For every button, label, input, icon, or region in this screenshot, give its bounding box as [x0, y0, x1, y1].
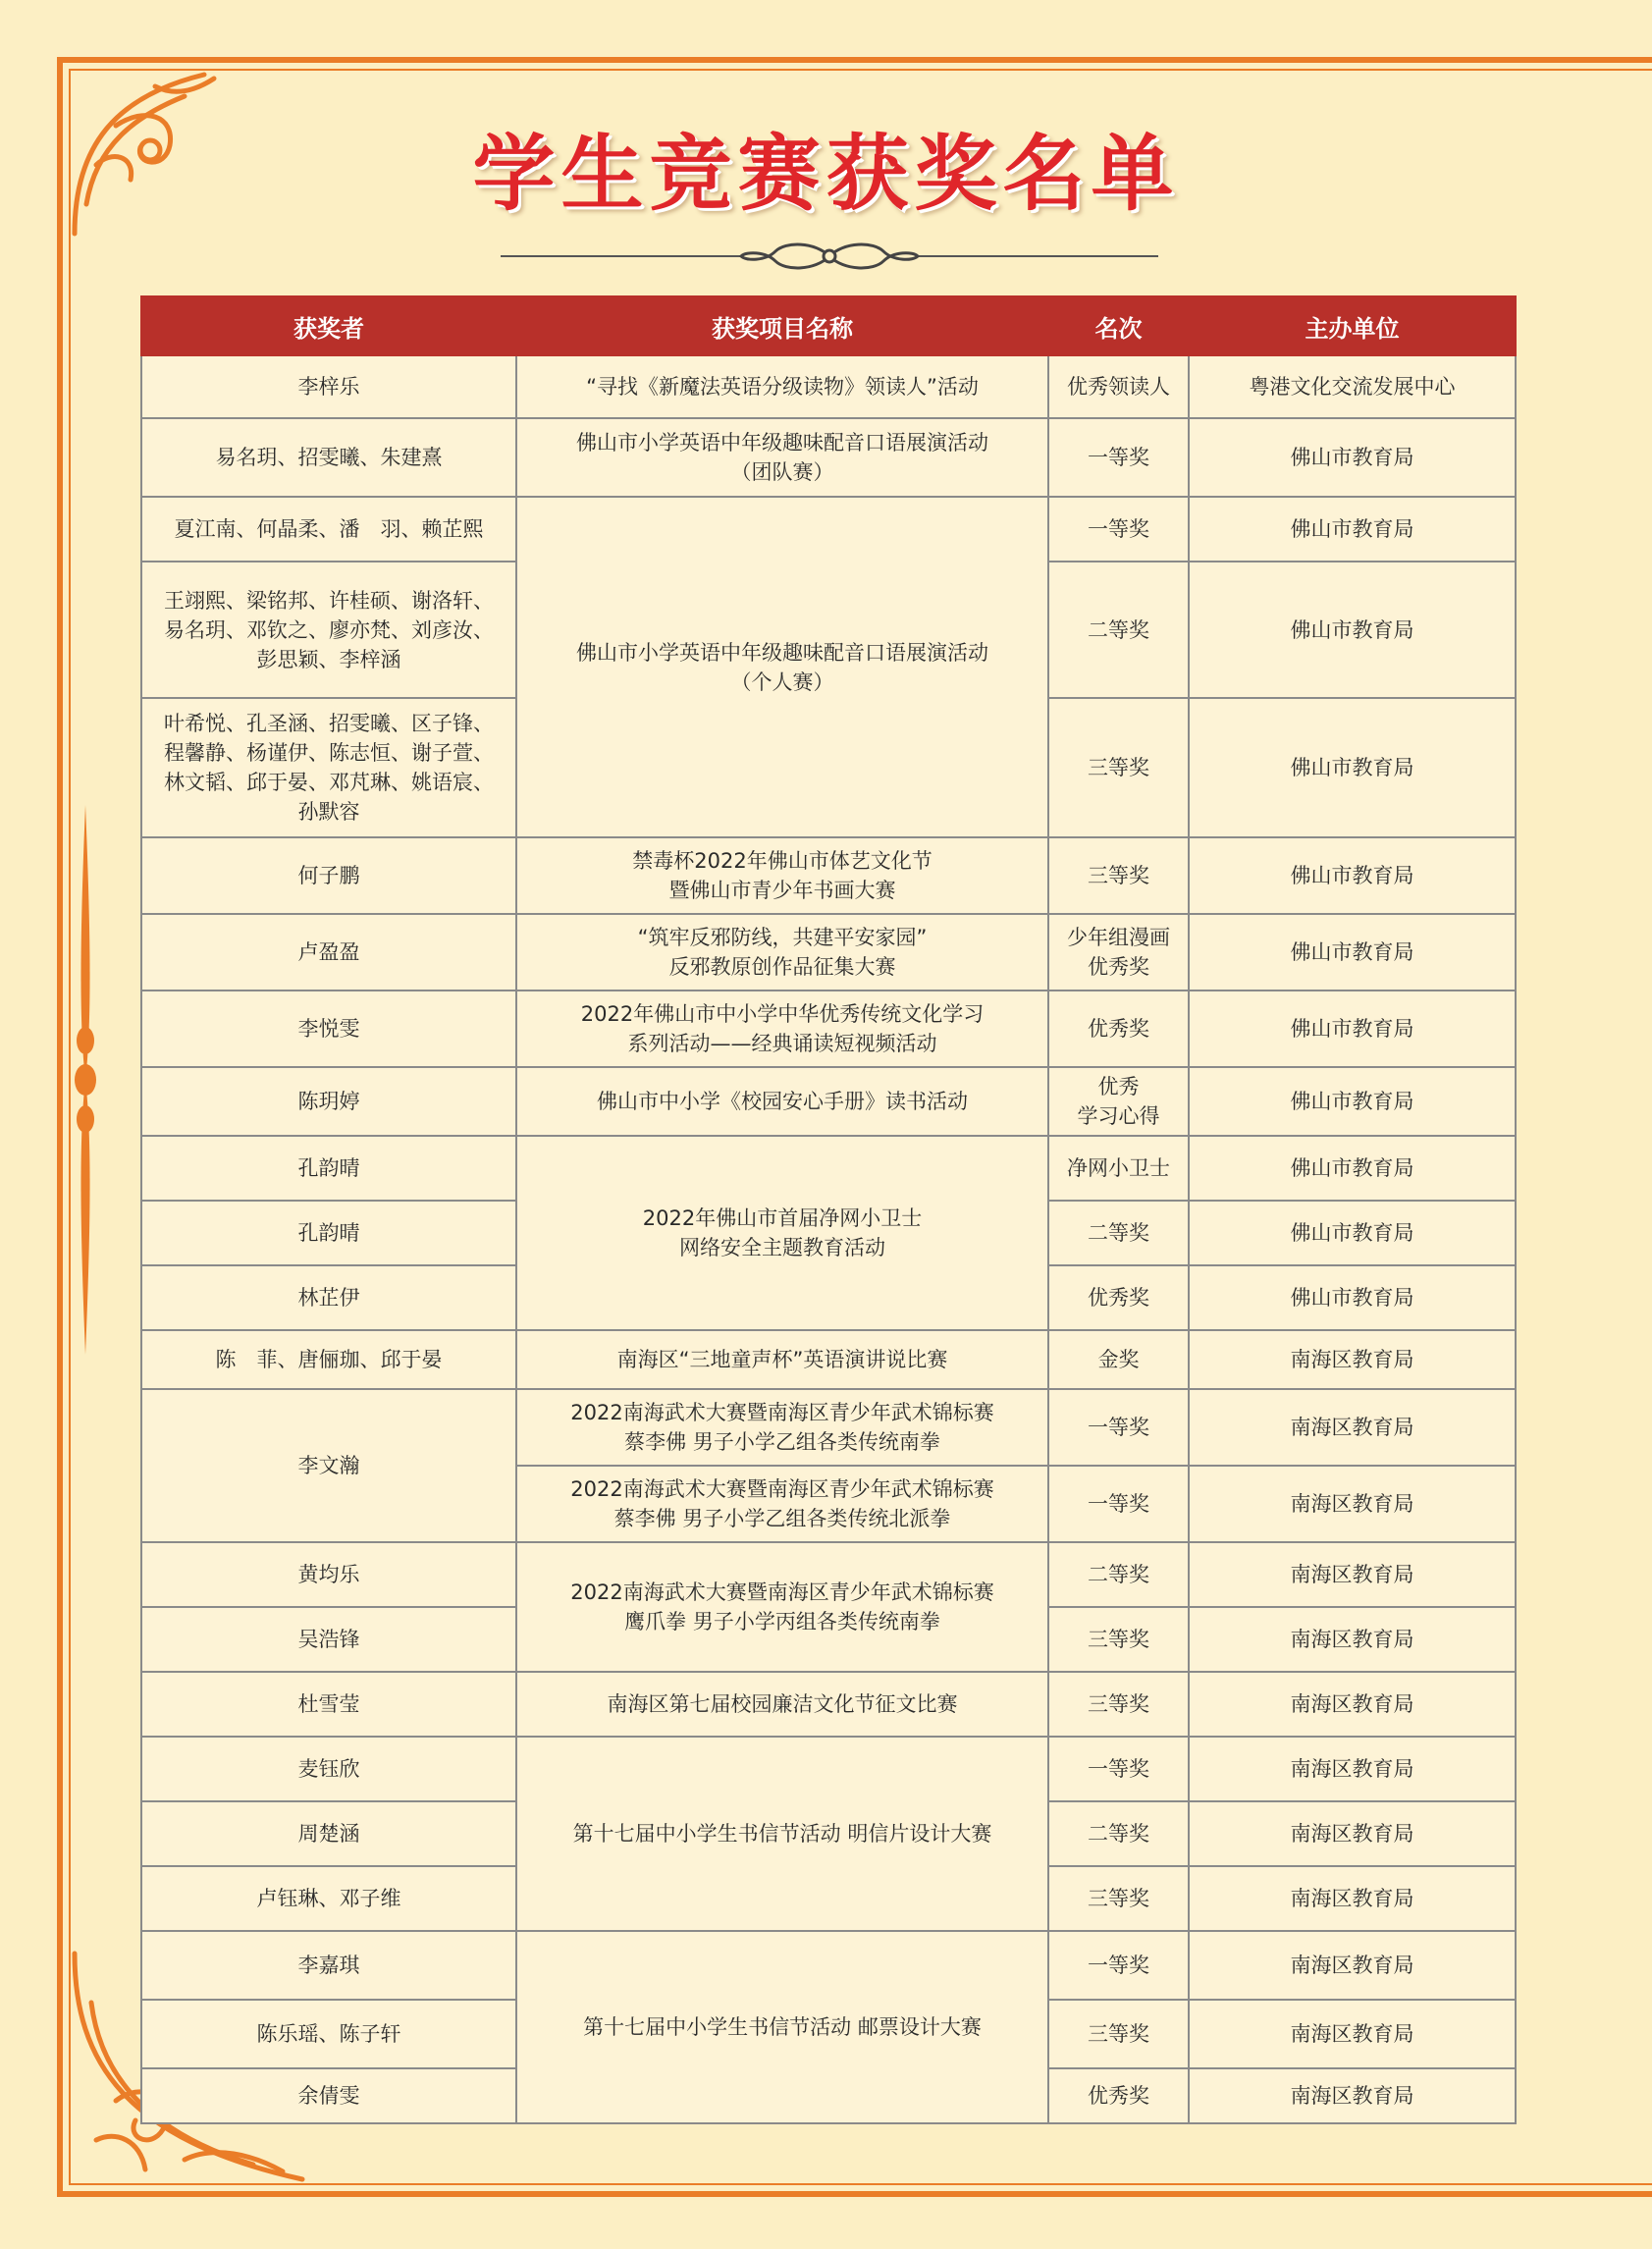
rank-cell: 三等奖	[1048, 698, 1189, 837]
winner-cell: 黄均乐	[141, 1542, 516, 1607]
organizer-cell: 南海区教育局	[1189, 1866, 1516, 1931]
rank-cell: 优秀领读人	[1048, 355, 1189, 418]
organizer-cell: 佛山市教育局	[1189, 1067, 1516, 1136]
rank-line: 优秀	[1097, 1075, 1140, 1098]
organizer-cell: 南海区教育局	[1189, 1389, 1516, 1466]
winner-cell: 杜雪莹	[141, 1672, 516, 1737]
winner-cell: 陈乐瑶、陈子轩	[141, 2000, 516, 2068]
winner-cell: 麦钰欣	[141, 1737, 516, 1801]
project-line: 2022南海武术大赛暨南海区青少年武术锦标赛	[570, 1401, 994, 1424]
winner-cell: 陈 菲、唐俪珈、邱于晏	[141, 1330, 516, 1389]
winner-cell: 陈玥婷	[141, 1067, 516, 1136]
page-title: 学生竞赛获奖名单	[472, 126, 1180, 222]
table-row	[141, 914, 1516, 991]
winner-cell: 卢钰琳、邓子维	[141, 1866, 516, 1931]
rank-cell: 二等奖	[1048, 562, 1189, 698]
rank-cell: 三等奖	[1048, 837, 1189, 914]
organizer-cell: 佛山市教育局	[1189, 837, 1516, 914]
winner-cell: 卢盈盈	[141, 914, 516, 991]
project-cell: 第十七届中小学生书信节活动 邮票设计大赛	[516, 1931, 1048, 2123]
project-line: 蔡李佛 男子小学乙组各类传统北派拳	[613, 1507, 951, 1530]
header-rank: 名次	[1048, 296, 1189, 355]
organizer-cell: 南海区教育局	[1189, 2068, 1516, 2123]
organizer-cell: 佛山市教育局	[1189, 562, 1516, 698]
rank-cell: 一等奖	[1048, 1389, 1189, 1466]
winner-cell: 林芷伊	[141, 1265, 516, 1330]
header-project: 获奖项目名称	[516, 296, 1048, 355]
rank-cell: 优秀奖	[1048, 1265, 1189, 1330]
organizer-cell: 佛山市教育局	[1189, 497, 1516, 562]
rank-cell: 三等奖	[1048, 1866, 1189, 1931]
organizer-cell: 佛山市教育局	[1189, 1265, 1516, 1330]
project-cell	[516, 914, 1048, 991]
header-winner: 获奖者	[141, 296, 516, 355]
winner-line: 程馨静、杨谨伊、陈志恒、谢子萱、	[164, 741, 494, 765]
frame-inner-border-top	[71, 69, 1652, 71]
project-line: 网络安全主题教育活动	[679, 1236, 885, 1259]
table-row	[141, 1330, 1516, 1389]
winner-cell: 夏江南、何晶柔、潘 羽、赖芷熙	[141, 497, 516, 562]
project-line: 佛山市小学英语中年级趣味配音口语展演活动	[576, 431, 988, 455]
winner-line: 王翊熙、梁铭邦、许桂硕、谢洛轩、	[164, 588, 494, 613]
project-line: 2022南海武术大赛暨南海区青少年武术锦标赛	[570, 1580, 994, 1604]
winner-cell: 李梓乐	[141, 355, 516, 418]
project-cell: 第十七届中小学生书信节活动 明信片设计大赛	[516, 1737, 1048, 1931]
project-line: 蔡李佛 男子小学乙组各类传统南拳	[624, 1430, 940, 1454]
organizer-cell: 佛山市教育局	[1189, 1201, 1516, 1265]
organizer-cell: 南海区教育局	[1189, 2000, 1516, 2068]
organizer-cell: 南海区教育局	[1189, 1672, 1516, 1737]
organizer-cell: 佛山市教育局	[1189, 991, 1516, 1067]
header-organizer: 主办单位	[1189, 296, 1516, 355]
rank-cell: 一等奖	[1048, 1466, 1189, 1542]
winner-cell: 何子鹏	[141, 837, 516, 914]
project-line: （团队赛）	[730, 460, 834, 484]
rank-cell: 优秀奖	[1048, 991, 1189, 1067]
winner-line: 林文韬、邱于晏、邓芃琳、姚语宸、	[164, 771, 494, 794]
project-cell: “寻找《新魔法英语分级读物》领读人”活动	[516, 355, 1048, 418]
table-row	[141, 418, 1516, 497]
rank-cell	[1048, 1067, 1189, 1136]
project-line: “筑牢反邪防线，共建平安家园”	[637, 926, 928, 949]
project-line: （个人赛）	[730, 669, 834, 694]
rank-cell	[1048, 914, 1189, 991]
organizer-cell: 南海区教育局	[1189, 1737, 1516, 1801]
winner-cell: 李悦雯	[141, 991, 516, 1067]
rank-cell: 优秀奖	[1048, 2068, 1189, 2123]
project-line: 鹰爪拳 男子小学丙组各类传统南拳	[624, 1610, 940, 1633]
frame-border-left	[57, 57, 63, 2197]
rank-line: 少年组漫画	[1067, 926, 1170, 949]
winner-cell: 余倩雯	[141, 2068, 516, 2123]
table-header-row	[141, 296, 1516, 355]
project-cell: 南海区“三地童声杯”英语演讲说比赛	[516, 1330, 1048, 1389]
table-row	[141, 991, 1516, 1067]
organizer-cell: 南海区教育局	[1189, 1542, 1516, 1607]
winner-cell	[141, 698, 516, 837]
table-row	[141, 1067, 1516, 1136]
table-row	[141, 1542, 1516, 1607]
project-line: 佛山市小学英语中年级趣味配音口语展演活动	[576, 640, 988, 665]
side-ornament-icon	[69, 805, 102, 1355]
project-cell: 佛山市中小学《校园安心手册》读书活动	[516, 1067, 1048, 1136]
table-row	[141, 1136, 1516, 1201]
winner-cell: 吴浩锋	[141, 1607, 516, 1672]
rank-line: 学习心得	[1077, 1104, 1160, 1128]
rank-cell: 一等奖	[1048, 1931, 1189, 2000]
organizer-cell: 南海区教育局	[1189, 1466, 1516, 1542]
rank-cell: 二等奖	[1048, 1801, 1189, 1866]
rank-cell: 二等奖	[1048, 1542, 1189, 1607]
organizer-cell: 佛山市教育局	[1189, 1136, 1516, 1201]
project-line: 暨佛山市青少年书画大赛	[668, 879, 896, 902]
project-cell	[516, 1389, 1048, 1466]
organizer-cell: 佛山市教育局	[1189, 698, 1516, 837]
table-row	[141, 1737, 1516, 1801]
rank-cell: 金奖	[1048, 1330, 1189, 1389]
project-cell	[516, 991, 1048, 1067]
table-row	[141, 355, 1516, 418]
project-line: 反邪教原创作品征集大赛	[668, 955, 896, 979]
winner-cell: 孔韵晴	[141, 1201, 516, 1265]
table-row	[141, 1931, 1516, 2000]
winner-cell: 周楚涵	[141, 1801, 516, 1866]
title-divider-icon	[501, 241, 1158, 271]
organizer-cell: 南海区教育局	[1189, 1330, 1516, 1389]
project-cell	[516, 1542, 1048, 1672]
winner-cell: 孔韵晴	[141, 1136, 516, 1201]
winner-cell	[141, 562, 516, 698]
organizer-cell: 佛山市教育局	[1189, 418, 1516, 497]
winner-line: 易名玥、邓钦之、廖亦梵、刘彦汝、	[164, 617, 494, 642]
project-line: 禁毒杯2022年佛山市体艺文化节	[632, 849, 933, 873]
winner-line: 彭思颖、李梓涵	[256, 647, 401, 671]
rank-cell: 三等奖	[1048, 1672, 1189, 1737]
table-row	[141, 837, 1516, 914]
organizer-cell: 佛山市教育局	[1189, 914, 1516, 991]
organizer-cell: 南海区教育局	[1189, 1801, 1516, 1866]
rank-cell: 一等奖	[1048, 1737, 1189, 1801]
winner-cell: 李文瀚	[141, 1389, 516, 1542]
table-row	[141, 1672, 1516, 1737]
project-cell	[516, 1136, 1048, 1330]
organizer-cell: 南海区教育局	[1189, 1607, 1516, 1672]
project-cell	[516, 1466, 1048, 1542]
table-row	[141, 497, 1516, 562]
rank-cell: 净网小卫士	[1048, 1136, 1189, 1201]
winner-line: 孙默容	[297, 800, 360, 824]
frame-border-top	[59, 57, 1652, 63]
winner-line: 叶希悦、孔圣涵、招雯曦、区子锋、	[164, 712, 494, 735]
rank-cell: 二等奖	[1048, 1201, 1189, 1265]
organizer-cell: 南海区教育局	[1189, 1931, 1516, 2000]
winner-cell: 李嘉琪	[141, 1931, 516, 2000]
project-line: 系列活动——经典诵读短视频活动	[627, 1032, 937, 1055]
rank-cell: 一等奖	[1048, 418, 1189, 497]
project-cell	[516, 418, 1048, 497]
project-line: 2022南海武术大赛暨南海区青少年武术锦标赛	[570, 1477, 994, 1501]
organizer-cell: 粤港文化交流发展中心	[1189, 355, 1516, 418]
rank-cell: 三等奖	[1048, 2000, 1189, 2068]
project-cell	[516, 837, 1048, 914]
rank-cell: 三等奖	[1048, 1607, 1189, 1672]
award-table	[140, 295, 1517, 2124]
project-line: 2022年佛山市中小学中华优秀传统文化学习	[580, 1002, 985, 1026]
project-cell	[516, 497, 1048, 837]
rank-cell: 一等奖	[1048, 497, 1189, 562]
rank-line: 优秀奖	[1088, 955, 1149, 979]
table-row	[141, 1389, 1516, 1466]
winner-cell: 易名玥、招雯曦、朱建熹	[141, 418, 516, 497]
project-line: 2022年佛山市首届净网小卫士	[642, 1206, 923, 1230]
project-cell: 南海区第七届校园廉洁文化节征文比赛	[516, 1672, 1048, 1737]
